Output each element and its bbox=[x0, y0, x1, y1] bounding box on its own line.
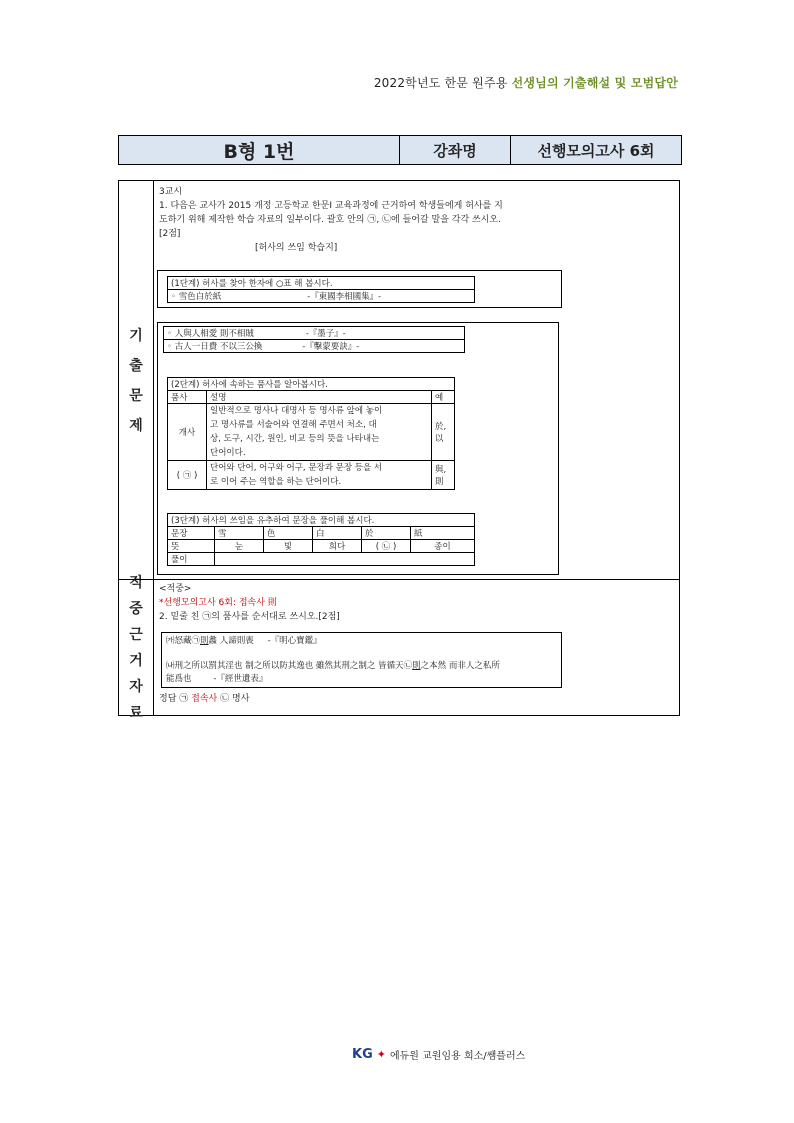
material-box bbox=[157, 322, 559, 575]
step3-cell: 풀이 bbox=[168, 553, 215, 566]
reference-section bbox=[159, 582, 669, 624]
step3-cell: 於 bbox=[362, 527, 411, 540]
step1-line: ◦ 雪色白於紙 bbox=[171, 292, 222, 302]
passage-source: -『經世遺表』 bbox=[213, 674, 268, 684]
question-number: B형 1번 bbox=[119, 136, 400, 164]
side-char: 출 bbox=[129, 358, 143, 374]
sentence-cell bbox=[164, 340, 465, 353]
passage-b-line2 bbox=[166, 673, 557, 686]
step3-cell: ( ㉡ ) bbox=[362, 540, 411, 553]
question-line: 도하기 위해 제작한 학습 자료의 일부이다. 괄호 안의 ㉠, ㉡에 들어갈 말을 각각 쓰시오. bbox=[159, 215, 501, 225]
reference-heading: <적중> bbox=[159, 584, 192, 594]
header-prefix: 2022학년도 한문 원주용 bbox=[373, 76, 512, 90]
step2-table bbox=[167, 377, 455, 490]
side-label-reference bbox=[119, 575, 154, 721]
passage-marked: 則 bbox=[412, 661, 421, 671]
answer-marker: ㉠ bbox=[179, 694, 189, 704]
answer-marker: ㉡ bbox=[220, 694, 230, 704]
passage-text: ㈏刑之所以罰其淫也 制之所以防其逸也 雖然其刑之制之 皆循天㉡ bbox=[166, 661, 413, 671]
step3-cell: 白 bbox=[313, 527, 362, 540]
content-frame bbox=[118, 180, 680, 721]
sentence-text: ◦ 古人一日費 不以三公換 bbox=[167, 342, 263, 352]
sentence-source: -『墨子』- bbox=[305, 329, 346, 339]
page-header bbox=[374, 74, 678, 91]
footer bbox=[352, 1047, 525, 1062]
side-char: 적 bbox=[129, 575, 143, 591]
passage-marked: 則 bbox=[200, 636, 209, 646]
footer-logo: KG bbox=[352, 1047, 373, 1062]
step2-title: (2단계) 허사에 속하는 품사를 알아봅시다. bbox=[168, 378, 455, 391]
reference-passage-box bbox=[161, 632, 562, 688]
sentence-cell bbox=[164, 327, 465, 340]
answer-line bbox=[159, 692, 249, 706]
step2-header: 설명 bbox=[207, 391, 432, 404]
header-highlight: 선생님의 기출해설 및 모범답안 bbox=[511, 76, 678, 90]
sentence-text: ◦ 人與人相愛 則不相賊 bbox=[167, 329, 254, 339]
passage-gap bbox=[166, 648, 557, 660]
desc-cell bbox=[207, 461, 432, 490]
passage-text: 能爲也 bbox=[166, 674, 192, 684]
course-name: 선행모의고사 6회 bbox=[537, 141, 655, 160]
footer-text: 에듀원 교원임용 희소/쌤플러스 bbox=[389, 1051, 526, 1062]
passage-b bbox=[166, 660, 557, 673]
step3-cell: 종이 bbox=[411, 540, 475, 553]
course-label: 강좌명 bbox=[400, 136, 511, 164]
desc-line: 일반적으로 명사나 대명사 등 명사류 앞에 놓이 bbox=[210, 406, 383, 416]
reference-source: *선행모의고사 6회: 접속사 則 bbox=[159, 598, 277, 608]
step3-cell: 紙 bbox=[411, 527, 475, 540]
question-text bbox=[159, 185, 669, 255]
step3-cell: 뜻 bbox=[168, 540, 215, 553]
material-title: [허사의 쓰임 학습지] bbox=[255, 243, 338, 253]
desc-line: 상, 도구, 시간, 원인, 비교 등의 뜻을 나타내는 bbox=[210, 434, 380, 444]
side-label-exam bbox=[119, 181, 154, 579]
exam-period: 3교시 bbox=[159, 187, 183, 197]
example-cell: 與, 則 bbox=[432, 461, 455, 490]
side-char: 문 bbox=[129, 388, 143, 404]
step3-cell: 빛 bbox=[264, 540, 313, 553]
side-char: 자 bbox=[129, 679, 143, 695]
answer-value: 명사 bbox=[232, 694, 250, 704]
side-char: 거 bbox=[129, 653, 143, 669]
passage-text: 蠡 人諦則喪 bbox=[208, 636, 254, 646]
pos-cell: ( ㉠ ) bbox=[168, 461, 207, 490]
sentence-source: -『擊蒙要訣』- bbox=[302, 342, 360, 352]
step2-header: 품사 bbox=[168, 391, 207, 404]
section-divider bbox=[119, 579, 679, 580]
step3-cell: 희다 bbox=[313, 540, 362, 553]
title-bar bbox=[118, 135, 682, 165]
passage-source: -『明心寶鑑』 bbox=[267, 636, 322, 646]
side-char: 중 bbox=[129, 601, 143, 617]
desc-line: 단어와 단어, 어구와 어구, 문장과 문장 등을 서 bbox=[210, 463, 383, 473]
desc-line: 고 명사류를 서술어와 연결해 주면서 처소, 대 bbox=[210, 420, 377, 430]
step3-cell: 色 bbox=[264, 527, 313, 540]
example-cell: 於, 以 bbox=[432, 404, 455, 461]
step1-line-cell bbox=[168, 290, 475, 303]
side-char: 기 bbox=[129, 328, 143, 344]
passage-a bbox=[166, 635, 557, 648]
step1-box bbox=[157, 270, 562, 308]
question-points: [2점] bbox=[159, 229, 181, 239]
passage-text: ㈎怒藏㉠ bbox=[166, 636, 201, 646]
question-line: 1. 다음은 교사가 2015 개정 고등학교 한문Ⅰ 교육과정에 근거하여 학생들에게 허사를 지 bbox=[159, 201, 503, 211]
step3-table bbox=[167, 513, 475, 566]
side-char: 근 bbox=[129, 627, 143, 643]
step3-cell: 雪 bbox=[215, 527, 264, 540]
answer-value: 접속사 bbox=[191, 694, 218, 704]
step1-title: (1단계) 허사를 찾아 한자에 ○표 해 봅시다. bbox=[168, 277, 475, 290]
step1-table bbox=[167, 276, 475, 303]
desc-line: 로 이어 주는 역할을 하는 단어이다. bbox=[210, 477, 342, 487]
step3-cell: 눈 bbox=[215, 540, 264, 553]
side-char: 제 bbox=[129, 418, 143, 434]
answer-label: 정답 bbox=[159, 694, 177, 704]
step2-header: 예 bbox=[432, 391, 455, 404]
step3-title: (3단계) 허사의 쓰임을 유추하여 문장을 풀이해 봅시다. bbox=[168, 514, 475, 527]
reference-question: 2. 밑줄 친 ㉠의 품사를 순서대로 쓰시오.[2점] bbox=[159, 612, 340, 622]
brand-mark-icon: ✦ bbox=[376, 1048, 386, 1061]
passage-text: 之本然 而非人之私所 bbox=[420, 661, 500, 671]
step3-cell: 문장 bbox=[168, 527, 215, 540]
pos-cell: 개사 bbox=[168, 404, 207, 461]
desc-cell bbox=[207, 404, 432, 461]
step1-source: -『東國李相國集』- bbox=[307, 292, 381, 302]
desc-line: 단어이다. bbox=[210, 448, 246, 458]
sentence-table bbox=[163, 326, 465, 353]
step3-answer-cell bbox=[215, 553, 475, 566]
side-char: 료 bbox=[129, 705, 143, 721]
